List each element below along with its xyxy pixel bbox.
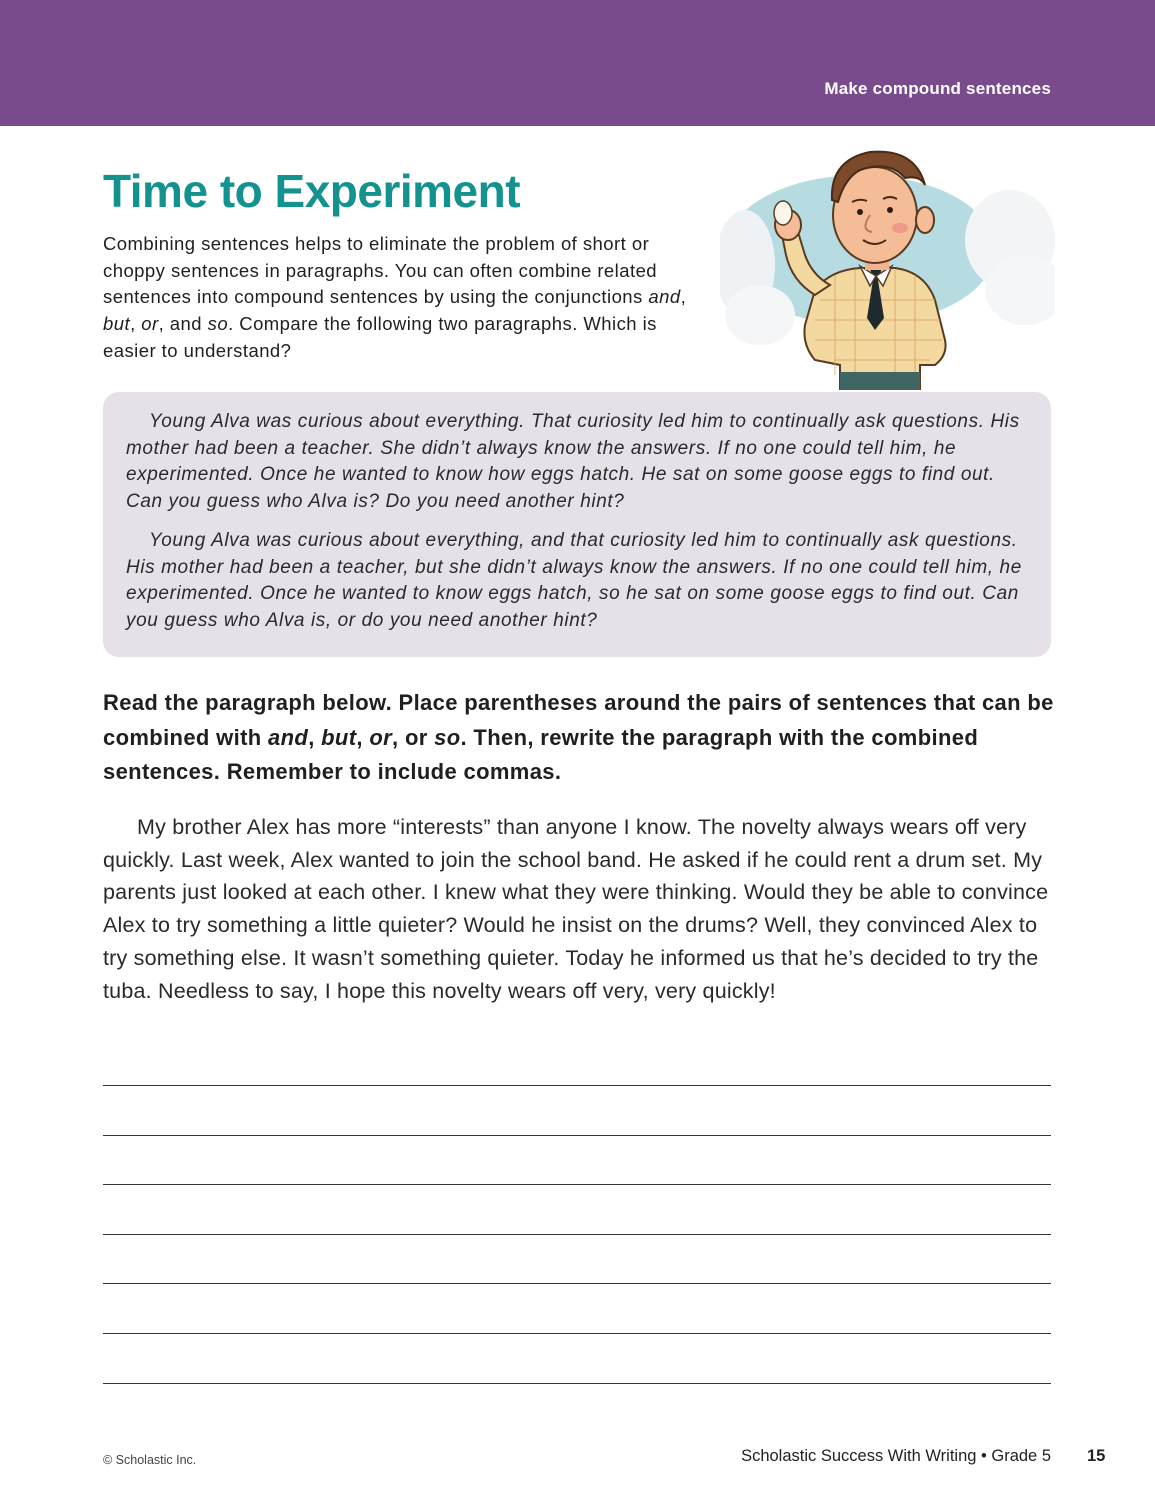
- intro-text: Combining sentences helps to eliminate the problem of short or choppy sentences in paragraphs. You can often combine related sentences into compound sentences by using the conjunctions: [103, 233, 658, 308]
- copyright: © Scholastic Inc.: [103, 1453, 197, 1467]
- header-band: [0, 0, 1155, 126]
- conjunction-but: but: [321, 724, 357, 750]
- example-paragraphs-box: [103, 392, 1051, 657]
- instructions-text: ,: [308, 724, 322, 750]
- section-label: Make compound sentences: [824, 79, 1051, 98]
- answer-line[interactable]: [103, 1283, 1051, 1284]
- page-title: Time to Experiment: [103, 165, 521, 217]
- instructions-text: ,: [356, 724, 370, 750]
- answer-line[interactable]: [103, 1085, 1051, 1086]
- conjunction-so: so: [207, 313, 229, 335]
- choppy-example-paragraph: Young Alva was curious about everything. That curiosity led him to continually ask questions. His mother had been a teacher. She didn’t always know the answers. If no one could tell him, he experimented. Once he wanted to know how eggs hatch. He sat on some goose eggs to find out. Can you guess who Alva is? Do you need another hint?: [126, 411, 1020, 513]
- page-number: 15: [1087, 1447, 1106, 1465]
- instructions-text: . Then, rewrite the paragraph with the combined sentences. Remember to include commas.: [103, 724, 979, 784]
- intro-text: , and: [158, 313, 208, 335]
- intro-paragraph: [103, 231, 713, 365]
- intro-text: ,: [680, 286, 687, 308]
- instructions-text: , or: [392, 724, 435, 750]
- conjunction-so: so: [434, 724, 461, 750]
- boy-holding-egg-illustration: [720, 140, 1055, 390]
- conjunction-or: or: [141, 313, 159, 335]
- book-title: Scholastic Success With Writing • Grade 5: [741, 1447, 1051, 1465]
- story-paragraph: My brother Alex has more “interests” than anyone I know. The novelty always wears off very quickly. Last week, Alex wanted to join the school band. He asked if he could rent a drum set. My parents just looked at each other. I knew what they were thinking. Would they be able to convince Alex to try something a little quieter? Would he insist on the drums? Well, they convinced Alex to try something else. It wasn’t something quieter. Today he informed us that he’s decided to try the tuba. Needless to say, I hope this novelty wears off very, very quickly!: [103, 815, 1049, 1003]
- answer-line[interactable]: [103, 1184, 1051, 1185]
- intro-text: ,: [130, 313, 142, 335]
- conjunction-and: and: [648, 286, 681, 308]
- conjunction-and: and: [268, 724, 309, 750]
- answer-line[interactable]: [103, 1333, 1051, 1334]
- conjunction-but: but: [103, 313, 131, 335]
- answer-line[interactable]: [103, 1135, 1051, 1136]
- answer-line[interactable]: [103, 1383, 1051, 1384]
- instructions: [103, 686, 1063, 790]
- instructions-text: Read the paragraph below. Place parentheses around the pairs of sentences that can be combined with: [103, 690, 1054, 750]
- intro-text: . Compare the following two paragraphs. Which is easier to understand?: [103, 313, 657, 361]
- answer-line[interactable]: [103, 1234, 1051, 1235]
- conjunction-or: or: [369, 724, 393, 750]
- combined-example-paragraph: Young Alva was curious about everything, and that curiosity led him to continually ask questions. His mother had been a teacher, but she didn’t always know the answers. If no one could tell him, he experimented. Once he wanted to know eggs hatch, so he sat on some goose eggs to find out. Can you guess who Alva is, or do you need another hint?: [126, 529, 1022, 631]
